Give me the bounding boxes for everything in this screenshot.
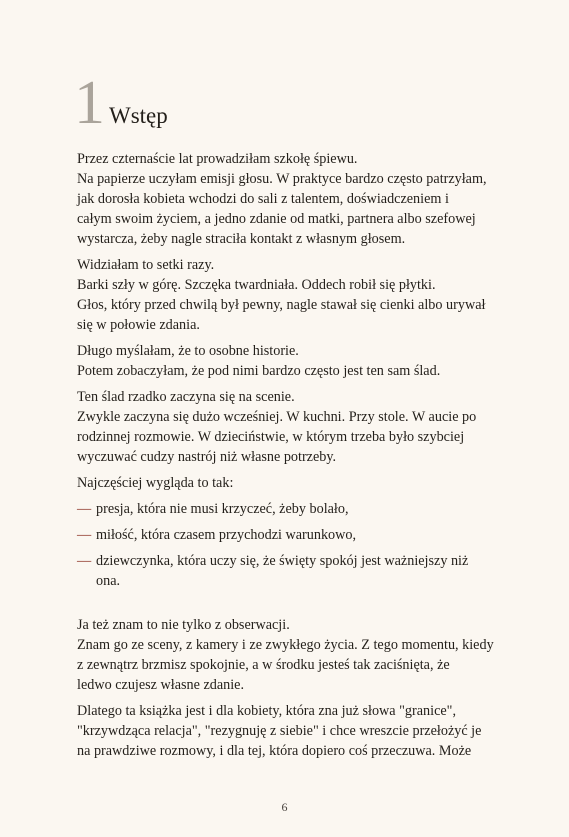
paragraph-line: Dlatego ta książka jest i dla kobiety, która zna już słowa "granice", [77, 703, 457, 719]
dash-list [77, 499, 507, 591]
list-item-line: dziewczynka, która uczy się, że święty spokój jest ważniejszy niż [96, 553, 469, 569]
paragraph [77, 701, 507, 761]
paragraph-group-intro [77, 149, 507, 493]
dash-bullet-icon: — [77, 553, 92, 569]
chapter-body [77, 149, 507, 767]
chapter-number: 1 [74, 69, 105, 137]
paragraph-line: Przez czternaście lat prowadziłam szkołę śpiewu. [77, 151, 358, 167]
paragraph-line: Potem zobaczyłam, że pod nimi bardzo często jest ten sam ślad. [77, 363, 441, 379]
list-item [77, 551, 507, 591]
paragraph-line: Głos, który przed chwilą był pewny, nagle stawał się cienki albo urywał [77, 297, 486, 313]
dash-bullet-icon: — [77, 527, 92, 543]
page-number: 6 [281, 800, 288, 814]
paragraph-line: ledwo czujesz własne zdanie. [77, 677, 245, 693]
section-spacer [77, 597, 507, 615]
paragraph-group-closing [77, 615, 507, 761]
paragraph [77, 149, 507, 249]
chapter-heading [74, 69, 168, 137]
paragraph-line: Widziałam to setki razy. [77, 257, 215, 273]
paragraph-line: się w połowie zdania. [77, 317, 200, 333]
paragraph-line: całym swoim życiem, a jedno zdanie od matki, partnera albo szefowej [77, 211, 476, 227]
list-item [77, 499, 507, 519]
paragraph-line: Najczęściej wygląda to tak: [77, 475, 234, 491]
paragraph-line: Barki szły w górę. Szczęka twardniała. Oddech robił się płytki. [77, 277, 436, 293]
paragraph-line: Długo myślałam, że to osobne historie. [77, 343, 299, 359]
paragraph [77, 255, 507, 335]
paragraph-line: "krzywdząca relacja", "rezygnuję z siebie" i chce wreszcie przełożyć je [77, 723, 482, 739]
dash-bullet-icon: — [77, 501, 92, 517]
chapter-title: Wstęp [109, 103, 168, 128]
list-item-line: ona. [96, 573, 121, 589]
paragraph [77, 387, 507, 467]
paragraph-line: Zwykle zaczyna się dużo wcześniej. W kuchni. Przy stole. W aucie po [77, 409, 477, 425]
paragraph-line: Ten ślad rzadko zaczyna się na scenie. [77, 389, 295, 405]
paragraph [77, 473, 507, 493]
paragraph-line: jak dorosła kobieta wchodzi do sali z talentem, doświadczeniem i [77, 191, 449, 207]
paragraph [77, 615, 507, 695]
paragraph-line: z zewnątrz brzmisz spokojnie, a w środku jesteś tak zaciśnięta, że [77, 657, 450, 673]
paragraph-line: Ja też znam to nie tylko z obserwacji. [77, 617, 290, 633]
list-item [77, 525, 507, 545]
paragraph-line: Na papierze uczyłam emisji głosu. W praktyce bardzo często patrzyłam, [77, 171, 487, 187]
paragraph-line: wyczuwać cudzy nastrój niż własne potrzeby. [77, 449, 337, 465]
paragraph-line: na prawdziwe rozmowy, i dla tej, która dopiero coś przeczuwa. Może [77, 743, 472, 759]
paragraph-line: wystarcza, żeby nagle straciła kontakt z własnym głosem. [77, 231, 406, 247]
paragraph-line: Znam go ze sceny, z kamery i ze zwykłego życia. Z tego momentu, kiedy [77, 637, 494, 653]
paragraph [77, 341, 507, 381]
list-item-line: miłość, która czasem przychodzi warunkowo, [96, 527, 357, 543]
paragraph-line: rodzinnej rozmowie. W dzieciństwie, w którym trzeba było szybciej [77, 429, 465, 445]
list-item-line: presja, która nie musi krzyczeć, żeby bolało, [96, 501, 349, 517]
